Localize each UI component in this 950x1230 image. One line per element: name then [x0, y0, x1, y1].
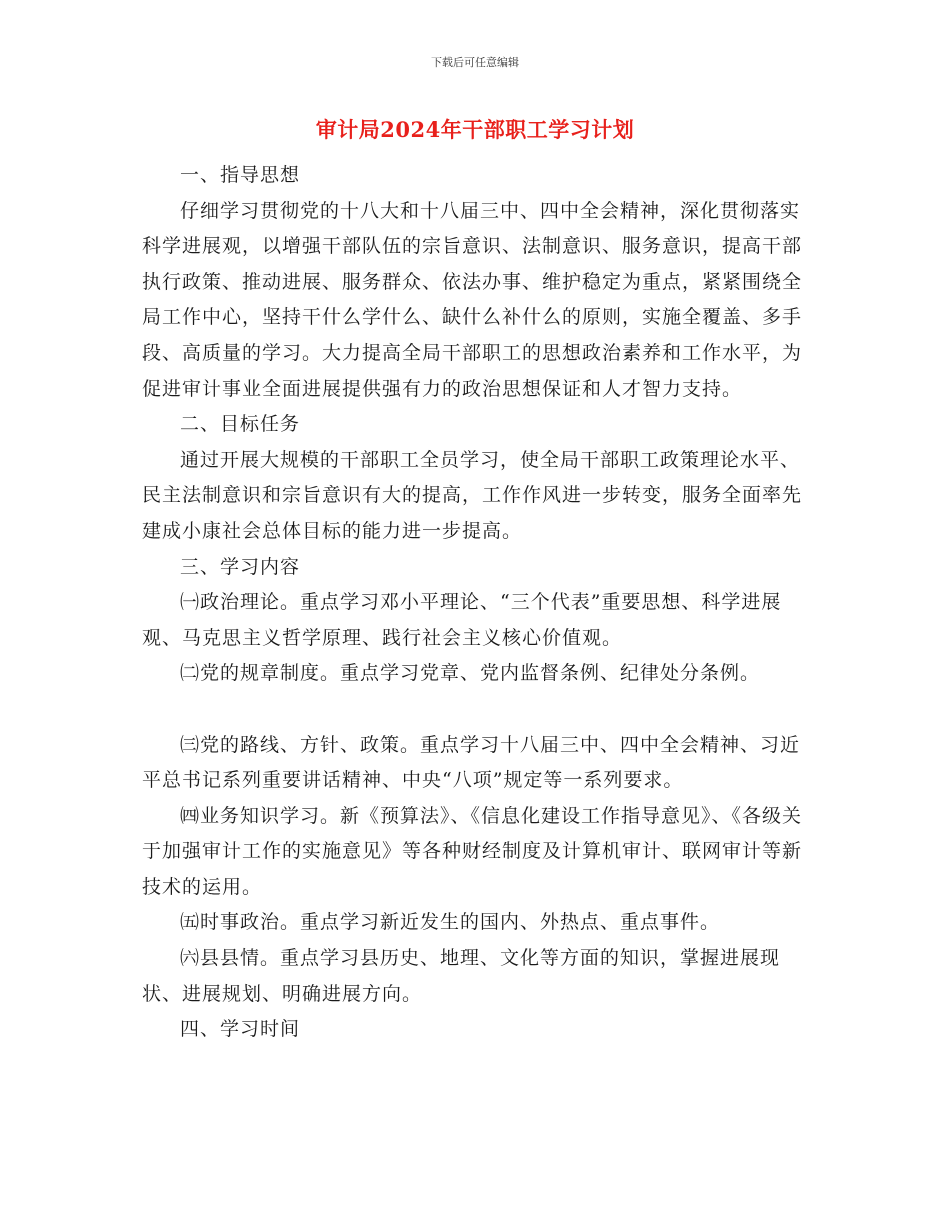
paragraph-goals: 通过开展大规模的干部职工全员学习，使全局干部职工政策理论水平、民主法制意识和宗旨意识有大的提高，工作作风进一步转变，服务全面率先建成小康社会总体目标的能力进一步提高。	[142, 448, 803, 542]
section-heading-study-time: 四、学习时间	[180, 1018, 301, 1041]
section-heading-study-content: 三、学习内容	[180, 555, 301, 578]
document-body	[142, 158, 810, 1048]
item-political-theory: ㈠政治理论。重点学习邓小平理论、“三个代表”重要思想、科学进展观、马克思主义哲学原理、践行社会主义核心价值观。	[142, 591, 782, 649]
item-business-knowledge: ㈣业务知识学习。新《预算法》、《信息化建设工作指导意见》、《各级关于加强审计工作的实施意见》等各种财经制度及计算机审计、联网审计等新技术的运用。	[142, 804, 803, 898]
item-county-situation: ㈥县县情。重点学习县历史、地理、文化等方面的知识，掌握进展现状、进展规划、明确进展方向。	[142, 947, 781, 1005]
blank-line	[142, 692, 810, 728]
item-current-affairs: ㈤时事政治。重点学习新近发生的国内、外热点、重点事件。	[180, 911, 721, 934]
item-party-rules: ㈡党的规章制度。重点学习党章、党内监督条例、纪律处分条例。	[180, 662, 761, 685]
page-header-note: 下载后可任意编辑	[431, 56, 519, 69]
paragraph-guiding-ideology: 仔细学习贯彻党的十八大和十八届三中、四中全会精神，深化贯彻落实科学进展观，以增强干部队伍的宗旨意识、法制意识、服务意识，提高干部执行政策、推动进展、服务群众、依法办事、维护稳定为重点，紧紧围绕全局工作中心，坚持干什么学什么、缺什么补什么的原则，实施全覆盖、多手段、高质量的学习。大力提高全局干部职工的思想政治素养和工作水平，为促进审计事业全面进展提供强有力的政治思想保证和人才智力支持。	[142, 199, 803, 400]
document-title: 审计局2024年干部职工学习计划	[315, 117, 635, 142]
item-party-line: ㈢党的路线、方针、政策。重点学习十八届三中、四中全会精神、习近平总书记系列重要讲话精神、中央“八项”规定等一系列要求。	[142, 733, 801, 792]
section-heading-guiding-ideology: 一、指导思想	[180, 164, 301, 186]
section-heading-goals: 二、目标任务	[180, 413, 301, 436]
